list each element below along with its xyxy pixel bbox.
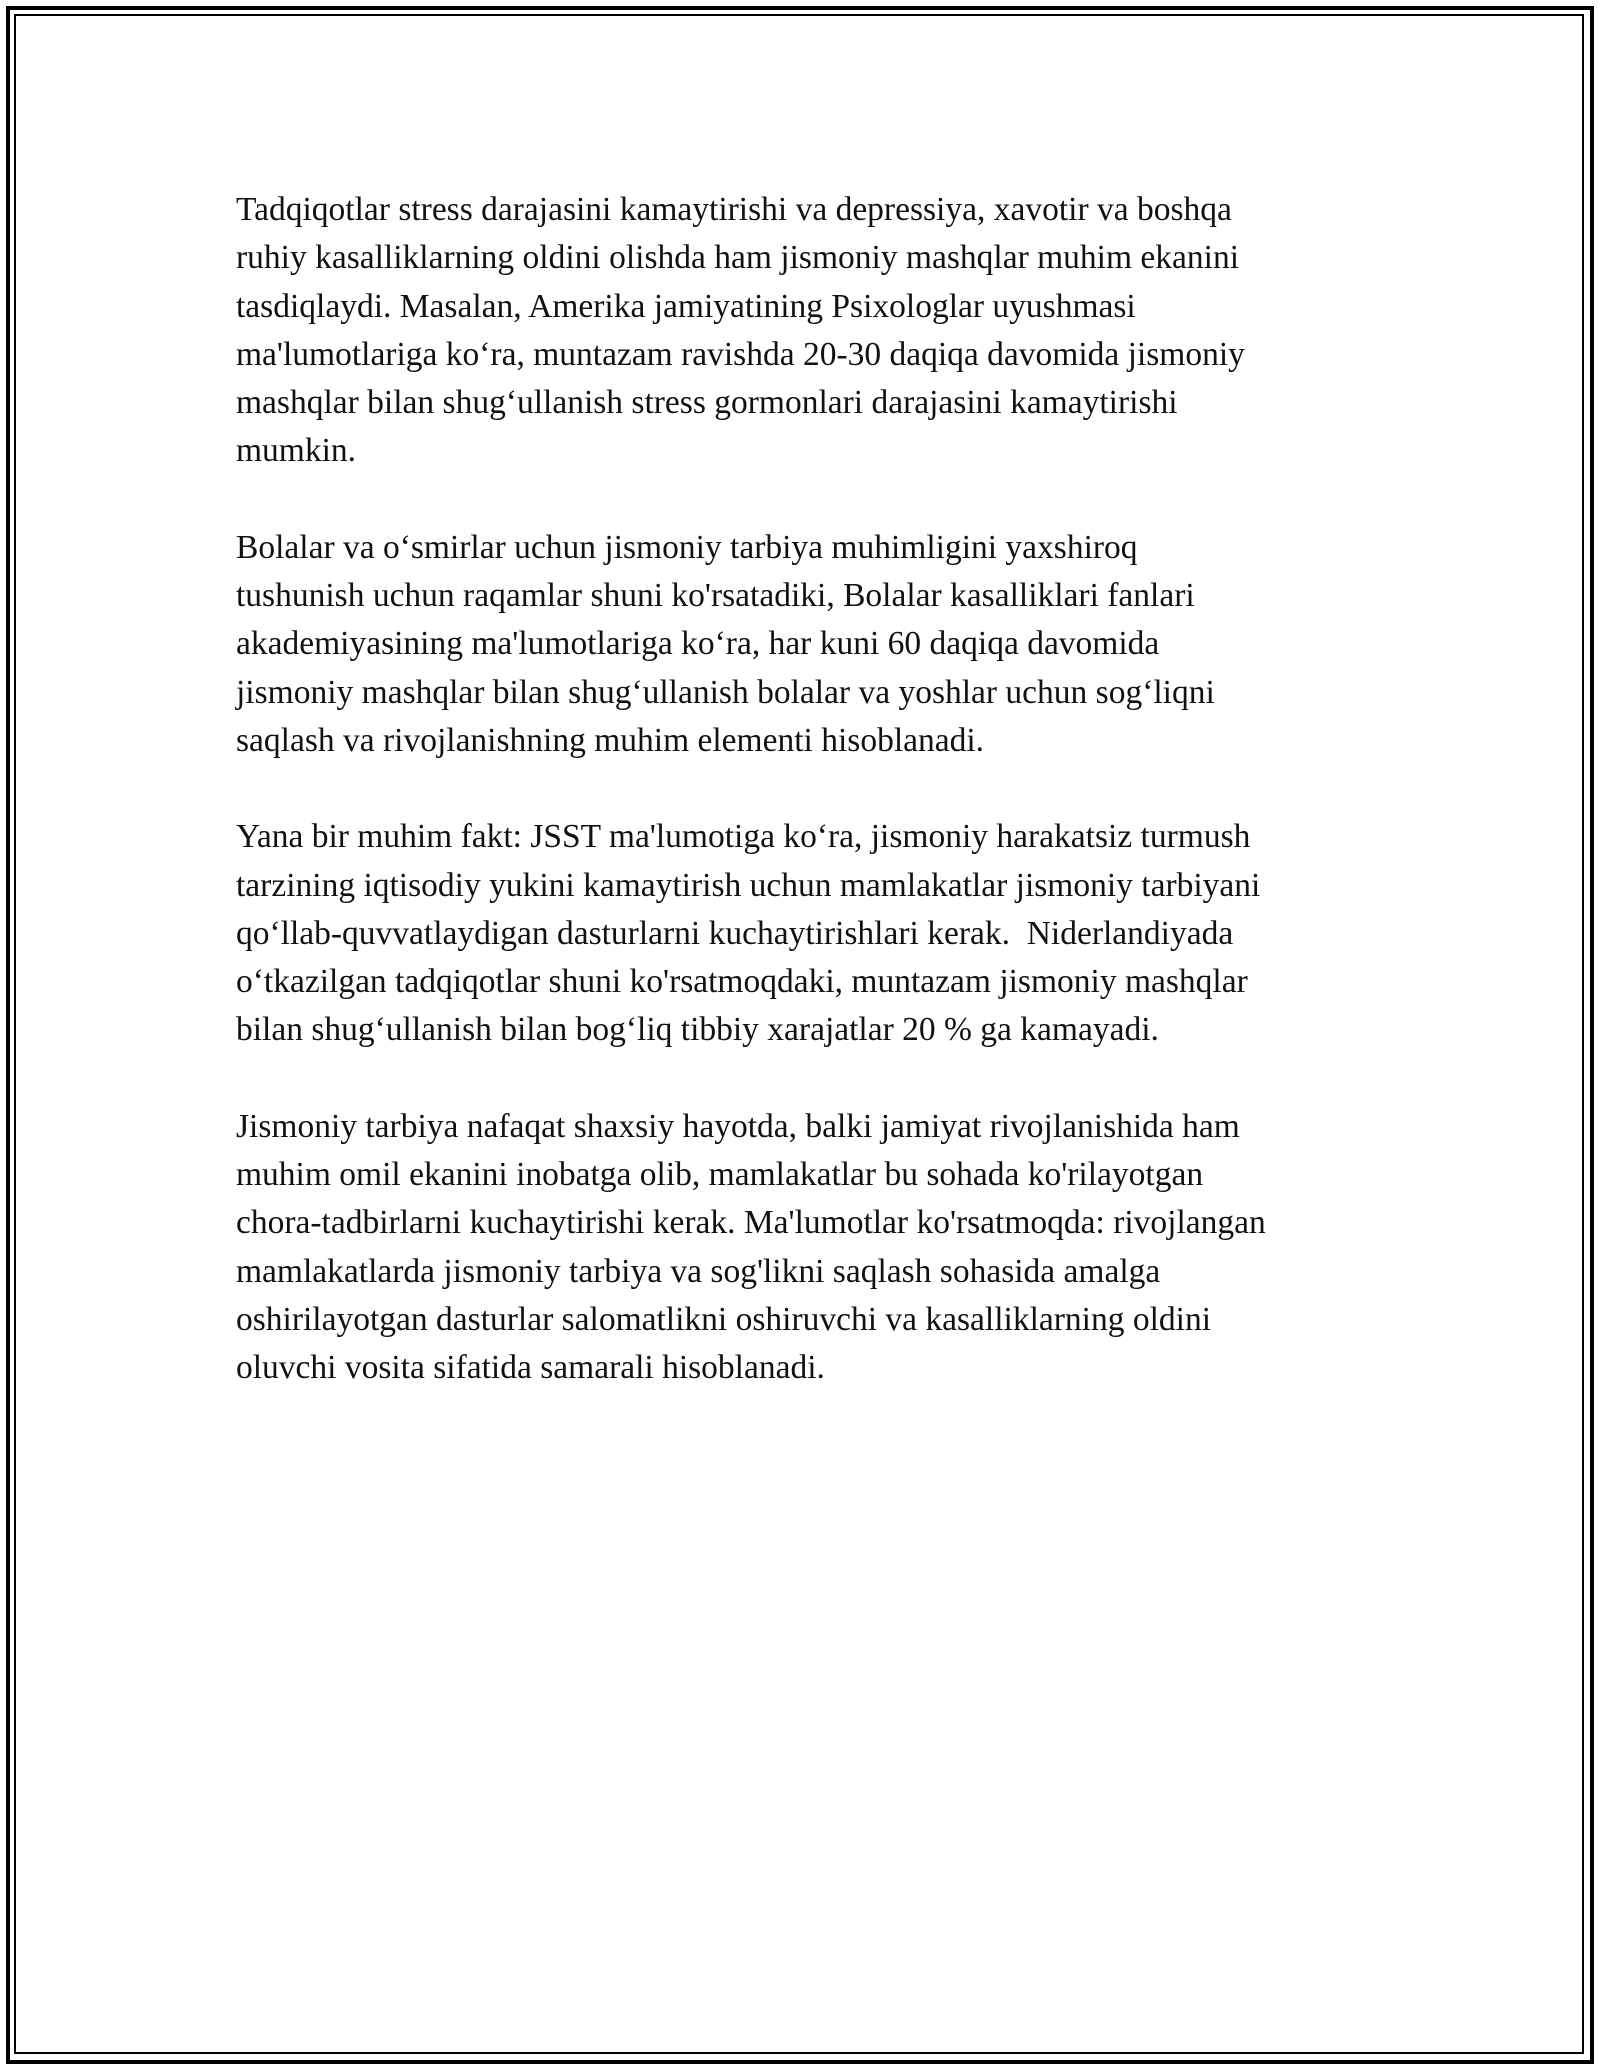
paragraph-line: mashqlar bilan shugʻullanish stress gormonlari darajasini kamaytirishi: [236, 384, 1178, 422]
paragraph-line: tasdiqlaydi. Masalan, Amerika jamiyatining Psixologlar uyushmasi: [236, 287, 1136, 325]
paragraph-line: akademiyasining ma'lumotlariga koʻra, har kuni 60 daqiqa davomida: [236, 625, 1160, 663]
paragraph-line: tushunish uchun raqamlar shuni ko'rsatadiki, Bolalar kasalliklari fanlari: [236, 577, 1195, 615]
document-body: [236, 186, 1376, 1441]
paragraph-line: oluvchi vosita sifatida samarali hisoblanadi.: [236, 1349, 825, 1387]
paragraph-2: [236, 524, 1376, 765]
paragraph-line: tarzining iqtisodiy yukini kamaytirish uchun mamlakatlar jismoniy tarbiyani: [236, 866, 1261, 904]
paragraph-line: Bolalar va oʻsmirlar uchun jismoniy tarbiya muhimligini yaxshiroq: [236, 528, 1138, 566]
paragraph-line: mamlakatlarda jismoniy tarbiya va sog'likni saqlash sohasida amalga: [236, 1252, 1161, 1290]
paragraph-line: Tadqiqotlar stress darajasini kamaytirishi va depressiya, xavotir va boshqa: [236, 191, 1232, 228]
paragraph-line: muhim omil ekanini inobatga olib, mamlakatlar bu sohada ko'rilayotgan: [236, 1156, 1204, 1194]
paragraph-1: [236, 186, 1376, 476]
paragraph-line: mumkin.: [236, 432, 357, 470]
paragraph-line: Yana bir muhim fakt: JSST ma'lumotiga koʻra, jismoniy harakatsiz turmush: [236, 818, 1251, 856]
paragraph-line: qoʻllab-quvvatlaydigan dasturlarni kuchaytirishlari kerak. Niderlandiyada: [236, 914, 1234, 952]
paragraph-line: chora-tadbirlarni kuchaytirishi kerak. Ma'lumotlar ko'rsatmoqda: rivojlangan: [236, 1204, 1266, 1242]
paragraph-line: bilan shugʻullanish bilan bogʻliq tibbiy xarajatlar 20 % ga kamayadi.: [236, 1011, 1159, 1049]
paragraph-4: [236, 1103, 1376, 1393]
paragraph-line: oʻtkazilgan tadqiqotlar shuni ko'rsatmoqdaki, muntazam jismoniy mashqlar: [236, 963, 1248, 1001]
paragraph-line: ruhiy kasalliklarning oldini olishda ham jismoniy mashqlar muhim ekanini: [236, 239, 1240, 277]
paragraph-line: jismoniy mashqlar bilan shugʻullanish bolalar va yoshlar uchun sogʻliqni: [236, 673, 1215, 711]
paragraph-line: saqlash va rivojlanishning muhim elementi hisoblanadi.: [236, 721, 985, 759]
paragraph-3: [236, 813, 1376, 1054]
paragraph-line: oshirilayotgan dasturlar salomatlikni oshiruvchi va kasalliklarning oldini: [236, 1300, 1212, 1338]
paragraph-line: ma'lumotlariga koʻra, muntazam ravishda 20-30 daqiqa davomida jismoniy: [236, 335, 1245, 373]
paragraph-line: Jismoniy tarbiya nafaqat shaxsiy hayotda, balki jamiyat rivojlanishida ham: [236, 1107, 1240, 1145]
